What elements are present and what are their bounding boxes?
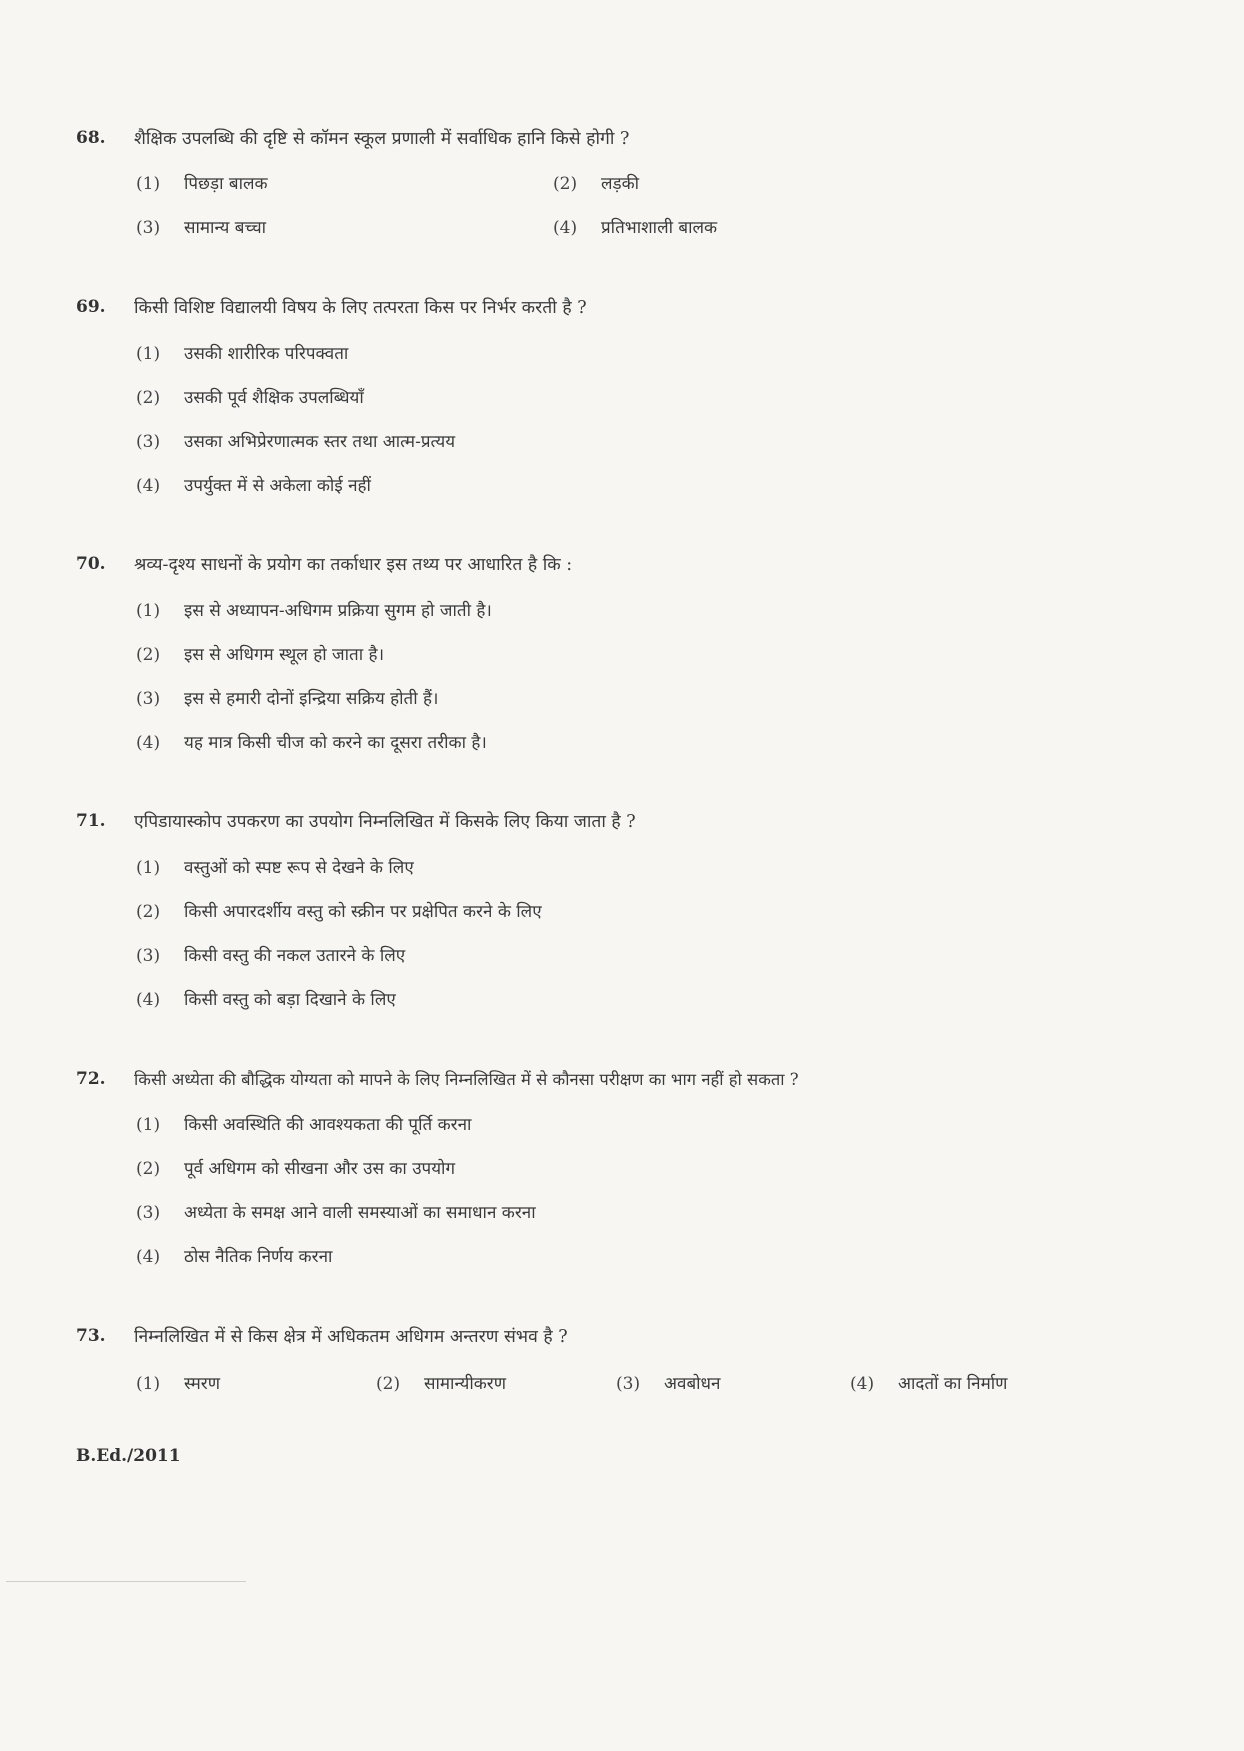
question-text: किसी अध्येता की बौद्धिक योग्यता को मापने के लिए निम्नलिखित में से कौनसा परीक्षण का भाग नहीं हो सकता ? <box>134 1070 799 1089</box>
option-1: (1) उसकी शारीरिक परिपक्वता <box>136 344 349 364</box>
question-text: निम्नलिखित में से किस क्षेत्र में अधिकतम अधिगम अन्तरण संभव है ? <box>134 1327 568 1347</box>
option-1: (1) स्मरण <box>136 1374 221 1394</box>
option-3: (3) उसका अभिप्रेरणात्मक स्तर तथा आत्म-प्रत्यय <box>136 432 456 452</box>
option-2: (2) पूर्व अधिगम को सीखना और उस का उपयोग <box>136 1159 456 1179</box>
option-2: (2) किसी अपारदर्शीय वस्तु को स्क्रीन पर प्रक्षेपित करने के लिए <box>136 902 542 922</box>
option-2: (2) लड़की <box>553 174 640 194</box>
option-2: (2) उसकी पूर्व शैक्षिक उपलब्धियाँ <box>136 388 364 408</box>
option-4: (4) आदतों का निर्माण <box>850 1374 1008 1394</box>
option-4: (4) किसी वस्तु को बड़ा दिखाने के लिए <box>136 990 396 1010</box>
option-4: (4) प्रतिभाशाली बालक <box>553 218 718 238</box>
option-2: (2) इस से अधिगम स्थूल हो जाता है। <box>136 645 385 665</box>
option-3: (3) अध्येता के समक्ष आने वाली समस्याओं का समाधान करना <box>136 1203 536 1223</box>
divider-line <box>6 1581 246 1582</box>
option-3: (3) सामान्य बच्चा <box>136 218 267 238</box>
footer-code: B.Ed./2011 <box>76 1446 181 1466</box>
option-4: (4) ठोस नैतिक निर्णय करना <box>136 1247 333 1267</box>
question-number: 71. <box>76 811 106 831</box>
option-3: (3) इस से हमारी दोनों इन्द्रिया सक्रिय होती हैं। <box>136 689 439 709</box>
question-text: किसी विशिष्ट विद्यालयी विषय के लिए तत्परता किस पर निर्भर करती है ? <box>134 298 587 318</box>
option-3: (3) अवबोधन <box>616 1374 721 1394</box>
question-number: 72. <box>76 1069 106 1089</box>
question-number: 70. <box>76 554 106 574</box>
question-number: 73. <box>76 1326 106 1346</box>
option-1: (1) पिछड़ा बालक <box>136 174 268 194</box>
option-1: (1) वस्तुओं को स्पष्ट रूप से देखने के लिए <box>136 858 414 878</box>
question-number: 69. <box>76 297 106 317</box>
question-text: श्रव्य-दृश्य साधनों के प्रयोग का तर्काधार इस तथ्य पर आधारित है कि : <box>134 555 573 575</box>
option-1: (1) किसी अवस्थिति की आवश्यकता की पूर्ति करना <box>136 1115 472 1135</box>
option-1: (1) इस से अध्यापन-अधिगम प्रक्रिया सुगम हो जाती है। <box>136 601 492 621</box>
option-4: (4) उपर्युक्त में से अकेला कोई नहीं <box>136 476 371 496</box>
option-2: (2) सामान्यीकरण <box>376 1374 507 1394</box>
question-number: 68. <box>76 128 106 148</box>
question-text: शैक्षिक उपलब्धि की दृष्टि से कॉमन स्कूल प्रणाली में सर्वाधिक हानि किसे होगी ? <box>134 129 630 149</box>
question-text: एपिडायास्कोप उपकरण का उपयोग निम्नलिखित में किसके लिए किया जाता है ? <box>134 812 636 832</box>
option-3: (3) किसी वस्तु की नकल उतारने के लिए <box>136 946 406 966</box>
option-4: (4) यह मात्र किसी चीज को करने का दूसरा तरीका है। <box>136 733 487 753</box>
